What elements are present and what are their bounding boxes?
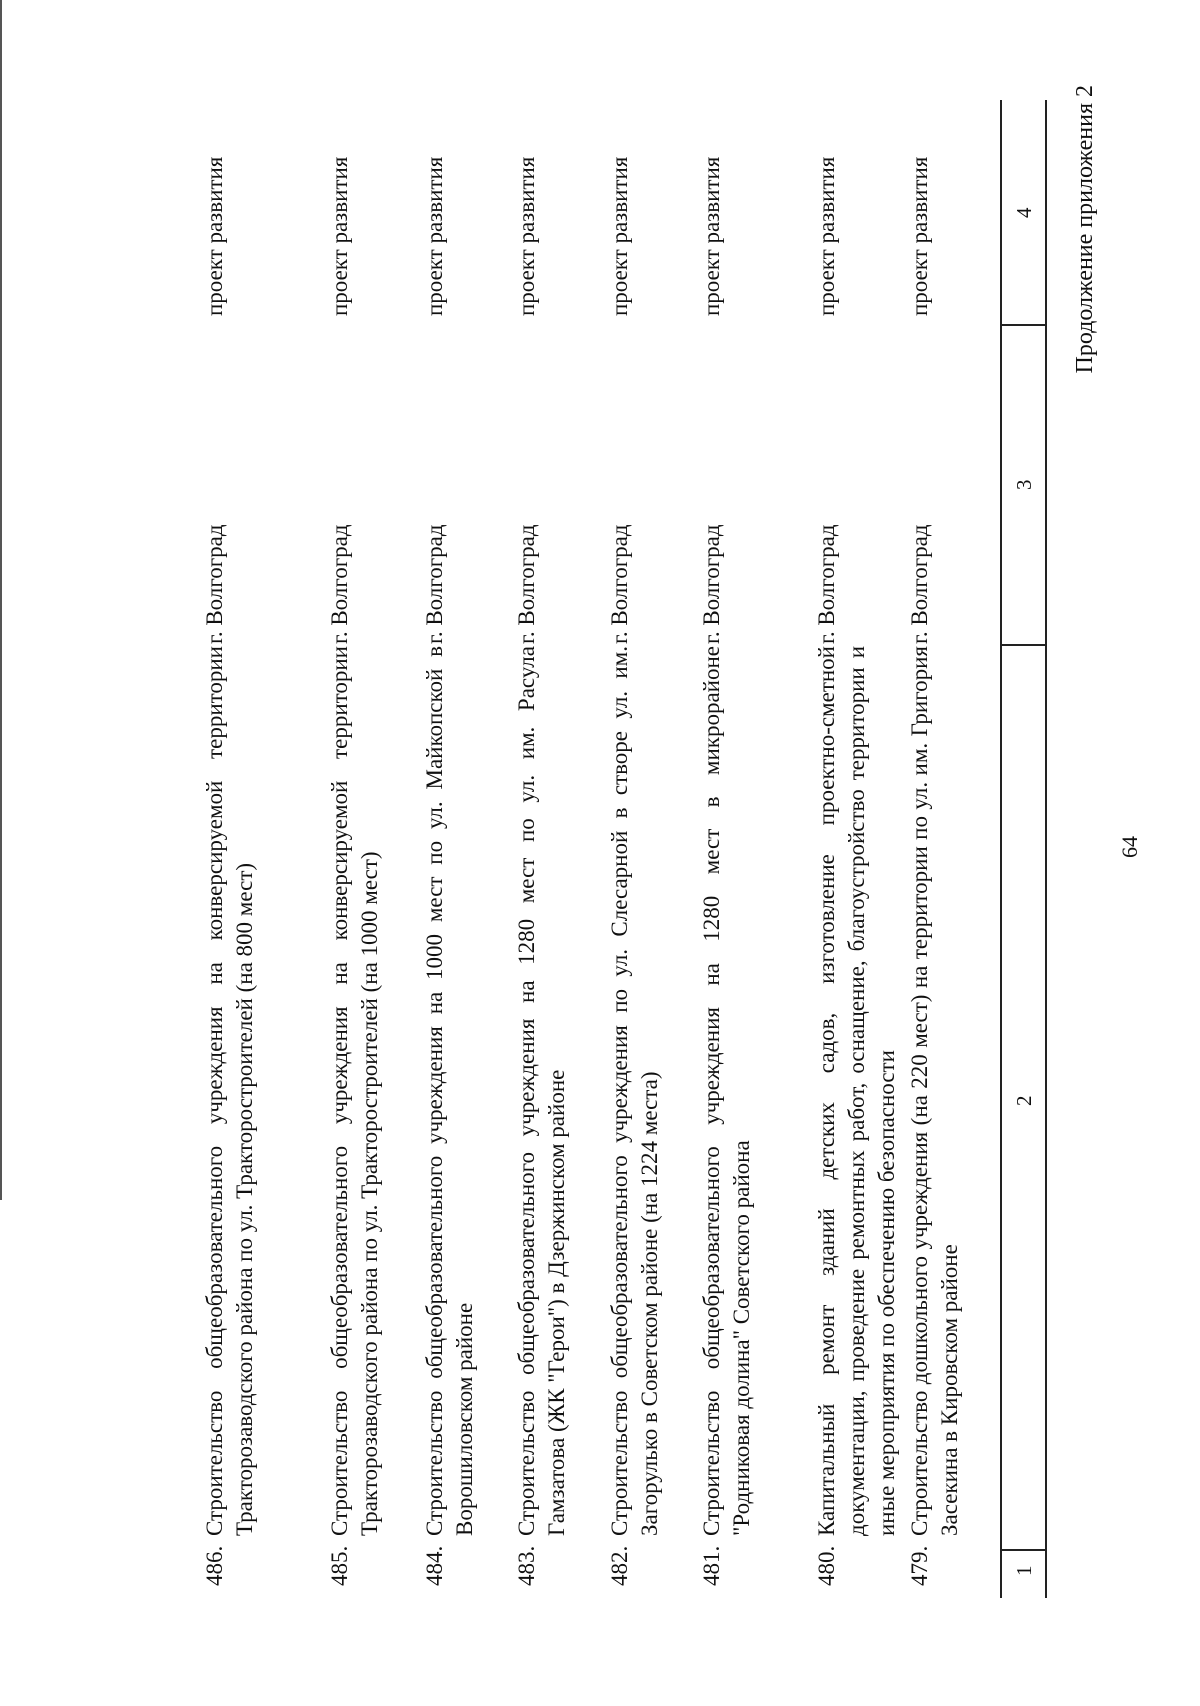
column-divider (1000, 644, 1047, 646)
row-number: 483. (514, 1545, 539, 1586)
row-type: проект развития (514, 156, 539, 316)
row-city: г. Волгоград (202, 524, 227, 644)
column-number-2: 2 (1012, 1095, 1036, 1106)
row-description: Строительство общеобразовательного учреждения на конверсируемой территории Тракторозаводского района по ул. Тракторостроителей (на 800 мест) (202, 646, 257, 1536)
row-description: Строительство общеобразовательного учреждения на 1000 мест по ул. Майкопской в Ворошиловском районе (422, 646, 477, 1536)
row-city: г. Волгоград (607, 524, 632, 644)
row-description: Строительство общеобразовательного учреждения по ул. Слесарной в створе ул. им. Загорулько в Советском районе (на 1224 места) (607, 646, 662, 1536)
row-type: проект развития (327, 156, 352, 316)
column-number-1: 1 (1012, 1565, 1036, 1576)
row-type: проект развития (202, 156, 227, 316)
row-description: Капитальный ремонт зданий детских садов, изготовление проектно-сметной документации, проведение ремонтных работ, оснащение, благоустройство территории и иные мероприятия по обеспечению безопасности (814, 646, 899, 1536)
row-city: г. Волгоград (907, 524, 932, 644)
row-description: Строительство общеобразовательного учреждения на 1280 мест по ул. им. Расула Гамзатова (ЖК "Герои") в Дзержинском районе (514, 646, 569, 1536)
row-city: г. Волгоград (327, 524, 352, 644)
column-number-3: 3 (1012, 479, 1036, 490)
row-city: г. Волгоград (699, 524, 724, 644)
row-number: 482. (607, 1545, 632, 1586)
continuation-header: Продолжение приложения 2 (1072, 85, 1098, 374)
row-city: г. Волгоград (422, 524, 447, 644)
row-type: проект развития (422, 156, 447, 316)
row-city: г. Волгоград (514, 524, 539, 644)
row-number: 479. (907, 1545, 932, 1586)
row-number: 481. (699, 1545, 724, 1586)
row-description: Строительство общеобразовательного учреждения на 1280 мест в микрорайоне "Родниковая долина" Советского района (699, 646, 754, 1536)
row-type: проект развития (699, 156, 724, 316)
row-type: проект развития (814, 156, 839, 316)
row-description: Строительство дошкольного учреждения (на 220 мест) на территории по ул. им. Григория Засекина в Кировском районе (907, 646, 962, 1536)
row-description: Строительство общеобразовательного учреждения на конверсируемой территории Тракторозаводского района по ул. Тракторостроителей (на 1000 мест) (327, 646, 382, 1536)
row-number: 480. (814, 1545, 839, 1586)
column-number-4: 4 (1012, 207, 1036, 218)
row-number: 484. (422, 1545, 447, 1586)
row-number: 486. (202, 1545, 227, 1586)
column-divider (1000, 1549, 1047, 1551)
row-number: 485. (327, 1545, 352, 1586)
scan-edge (0, 0, 2, 1200)
row-type: проект развития (907, 156, 932, 316)
page-number: 64 (1117, 836, 1142, 858)
row-city: г. Волгоград (814, 524, 839, 644)
row-type: проект развития (607, 156, 632, 316)
column-divider (1000, 324, 1047, 326)
